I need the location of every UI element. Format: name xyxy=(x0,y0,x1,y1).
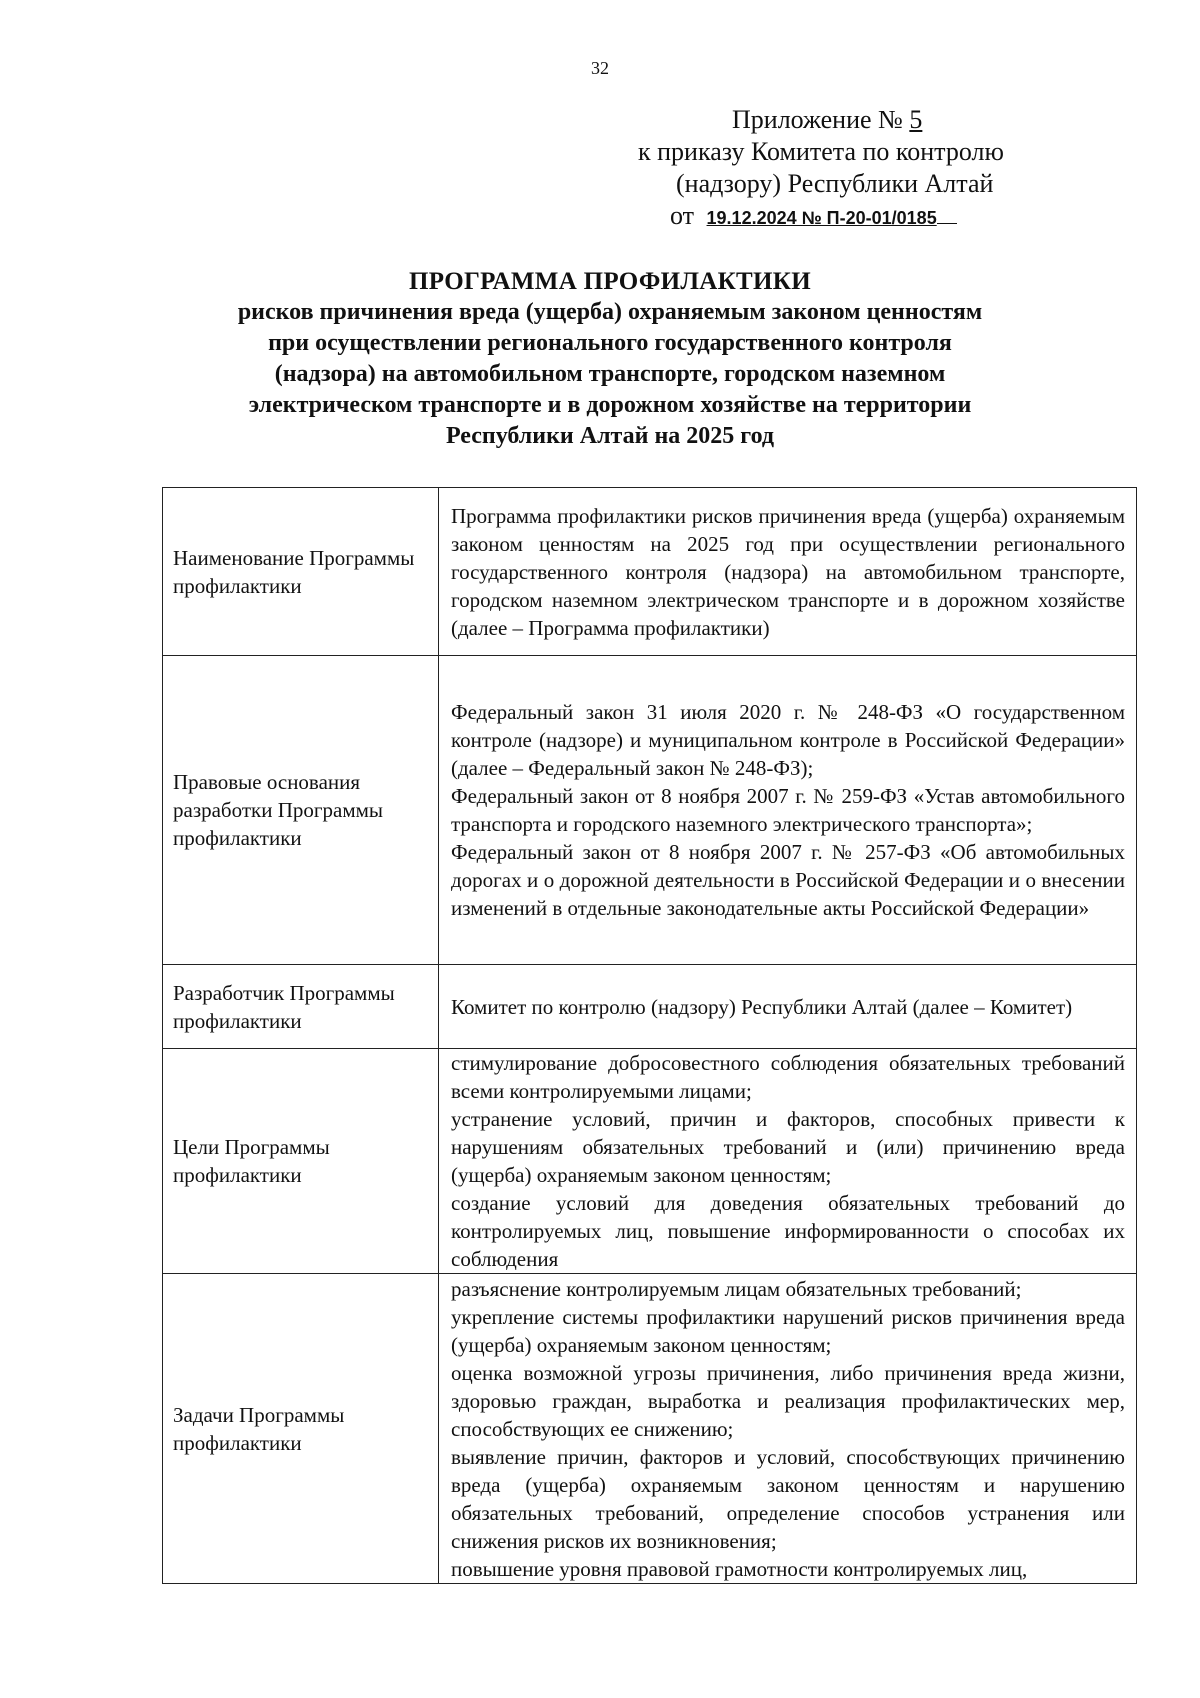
appendix-number: 5 xyxy=(909,105,923,134)
table-row xyxy=(163,656,1137,965)
row-label: Наименование Программы профилактики xyxy=(163,488,439,656)
row-paragraph: разъяснение контролируемым лицам обязательных требований; xyxy=(451,1276,1022,1301)
row-label: Цели Программы профилактики xyxy=(163,1049,439,1274)
row-value xyxy=(439,965,1137,1049)
row-paragraph: оценка возможной угрозы причинения, либо причинения вреда жизни, здоровью граждан, выработка и реализация профилактических мер, способствующих ее снижению; xyxy=(451,1360,1125,1441)
row-value xyxy=(439,488,1137,656)
table-row xyxy=(163,1049,1137,1274)
row-paragraph: Комитет по контролю (надзору) Республики Алтай (далее – Комитет) xyxy=(451,994,1073,1019)
appendix-date-line xyxy=(620,200,1080,234)
row-label: Разработчик Программы профилактики xyxy=(163,965,439,1049)
appendix-prefix: Приложение № xyxy=(732,105,910,134)
row-paragraph: Федеральный закон от 8 ноября 2007 г. № 257-ФЗ «Об автомобильных дорогах и о дорожной деятельности в Российской Федерации и о внесении изменений в отдельные законодательные акты Российской Федерации» xyxy=(451,840,1125,920)
table-row xyxy=(163,965,1137,1049)
document-title xyxy=(160,266,1060,452)
row-paragraph: укрепление системы профилактики нарушений рисков причинения вреда (ущерба) охраняемым законом ценностям; xyxy=(451,1304,1125,1357)
underline-pad xyxy=(937,203,957,224)
row-paragraph: создание условий для доведения обязательных требований до контролируемых лиц, повышение информированности о способах их соблюдения xyxy=(451,1191,1125,1271)
row-label: Задачи Программы профилактики xyxy=(163,1274,439,1584)
row-value xyxy=(439,656,1137,965)
order-reference: 19.12.2024 № П-20-01/0185 xyxy=(706,208,937,228)
title-line: при осуществлении регионального государственного контроля xyxy=(268,330,952,356)
appendix-header xyxy=(620,104,1080,234)
row-paragraph: повышение уровня правовой грамотности контролируемых лиц, xyxy=(451,1556,1028,1581)
row-value xyxy=(439,1274,1137,1584)
row-value xyxy=(439,1049,1137,1274)
table-row xyxy=(163,488,1137,656)
page-number: 32 xyxy=(591,58,609,78)
row-paragraph: устранение условий, причин и факторов, способных привести к нарушениям обязательных требований и (или) причинению вреда (ущерба) охраняемым законом ценностям; xyxy=(451,1107,1125,1187)
title-line: Республики Алтай на 2025 год xyxy=(445,423,775,449)
appendix-title xyxy=(620,104,1080,136)
row-paragraph: Федеральный закон от 8 ноября 2007 г. № 259-ФЗ «Устав автомобильного транспорта и городского наземного электрического транспорта»; xyxy=(451,784,1125,836)
title-line: электрическом транспорте и в дорожном хозяйстве на территории xyxy=(248,392,972,418)
appendix-line-3: (надзору) Республики Алтай xyxy=(676,169,994,198)
title-line: (надзора) на автомобильном транспорте, городском наземном xyxy=(274,361,946,387)
title-line: рисков причинения вреда (ущерба) охраняемым законом ценностям xyxy=(237,299,983,325)
row-paragraph: стимулирование добросовестного соблюдения обязательных требований всеми контролируемыми лицами; xyxy=(451,1051,1125,1103)
program-passport-table xyxy=(162,487,1137,1584)
row-paragraph: Программа профилактики рисков причинения вреда (ущерба) охраняемым законом ценностям на 2025 год при осуществлении регионального государственного контроля (надзора) на автомобильном транспорте, городском наземном электрическом транспорте и в дорожном хозяйстве (далее – Программа профилактики) xyxy=(451,503,1125,640)
date-prefix: от xyxy=(670,201,701,230)
table-row xyxy=(163,1274,1137,1584)
appendix-line-2: к приказу Комитета по контролю xyxy=(638,137,1004,166)
row-paragraph: Федеральный закон 31 июля 2020 г. № 248-ФЗ «О государственном контроле (надзоре) и муниципальном контроле в Российской Федерации» (далее – Федеральный закон № 248-ФЗ); xyxy=(451,700,1125,780)
title-main: ПРОГРАММА ПРОФИЛАКТИКИ xyxy=(409,268,811,295)
row-label: Правовые основания разработки Программы профилактики xyxy=(163,656,439,965)
row-paragraph: выявление причин, факторов и условий, способствующих причинению вреда (ущерба) охраняемым законом ценностям и нарушению обязательных требований, определение способов устранения или снижения рисков их возникновения; xyxy=(451,1444,1125,1553)
